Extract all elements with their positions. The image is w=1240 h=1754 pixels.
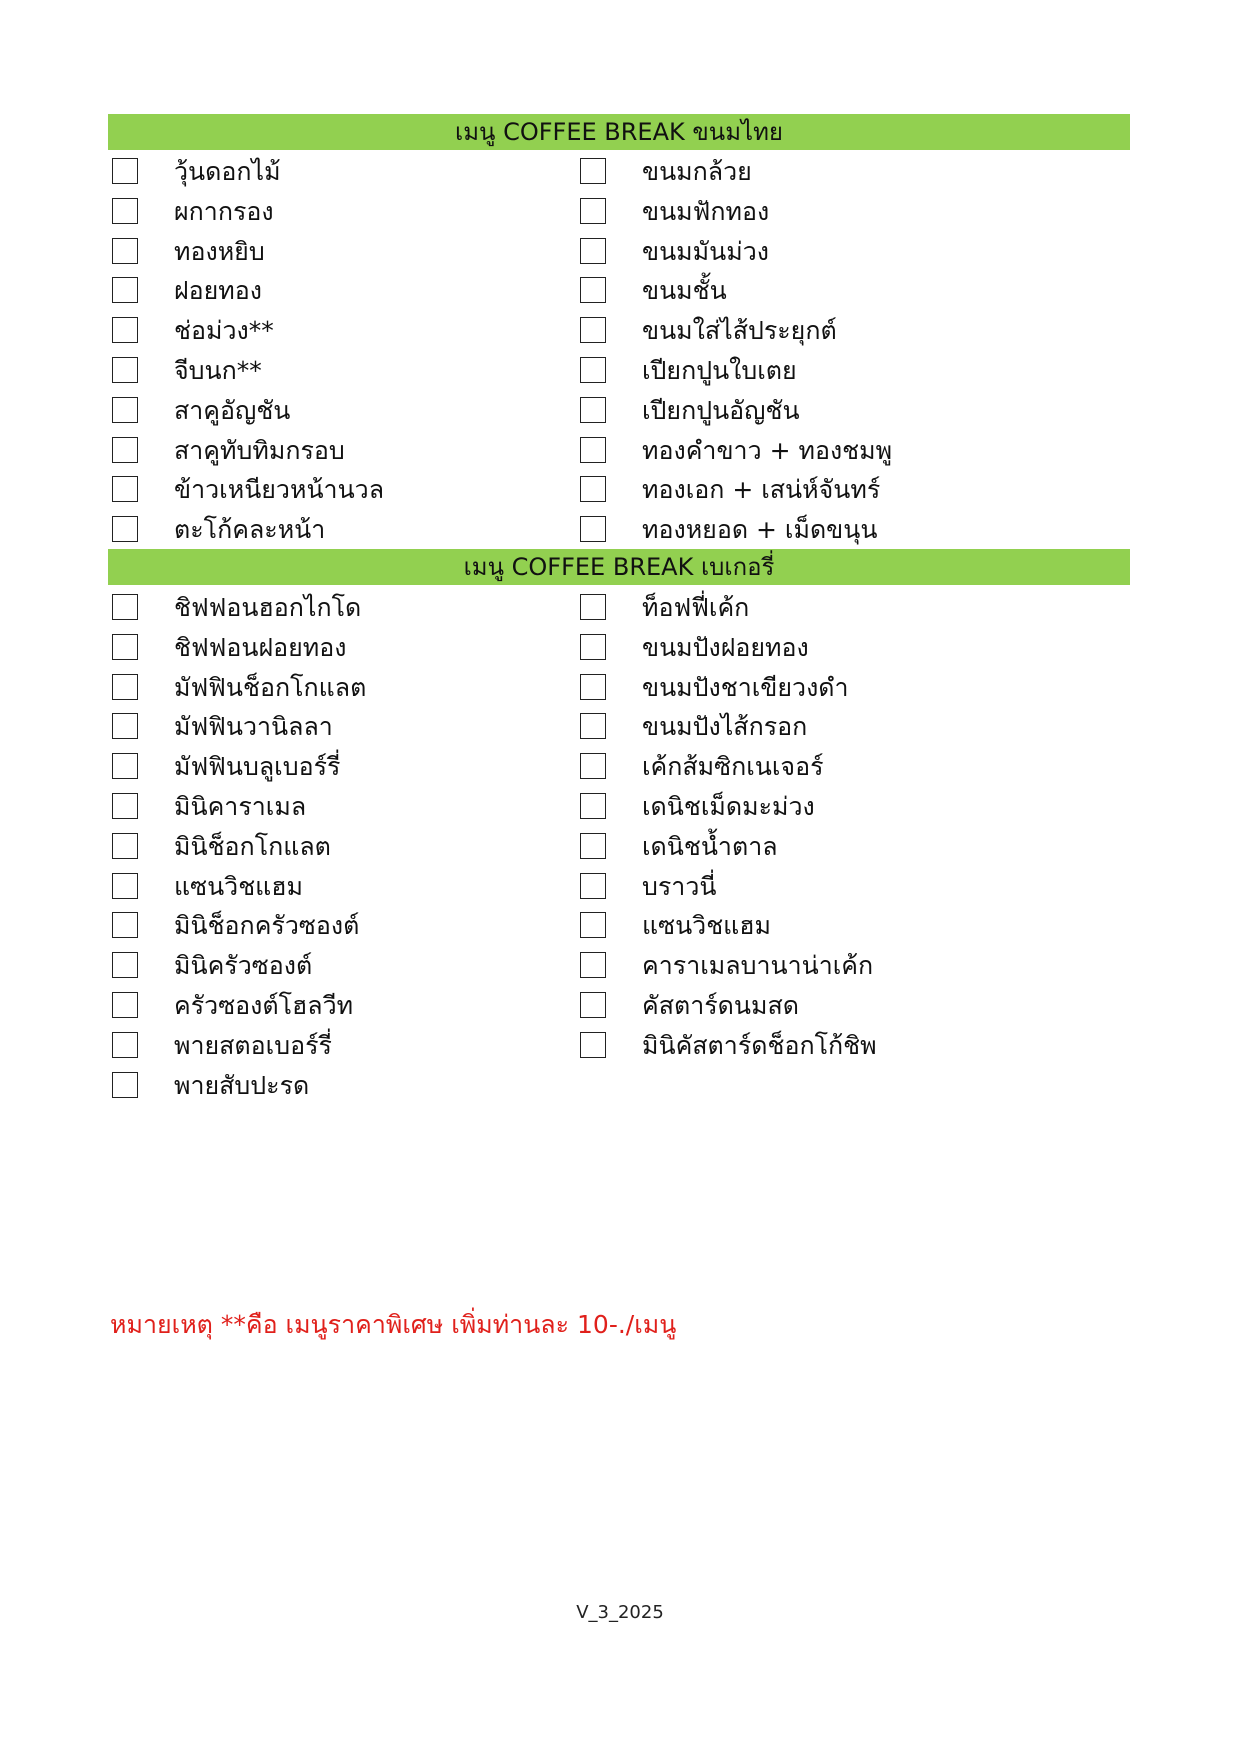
menu-item xyxy=(580,1028,1040,1064)
menu-item xyxy=(112,353,572,389)
checkbox[interactable] xyxy=(580,277,606,303)
menu-item xyxy=(580,472,1040,508)
menu-item xyxy=(580,512,1040,548)
menu-item xyxy=(580,353,1040,389)
menu-item-label: คาราเมลบานาน่าเค้ก xyxy=(642,951,874,980)
menu-item xyxy=(112,154,572,190)
checkbox[interactable] xyxy=(580,317,606,343)
menu-item-label: ทองหยอด + เม็ดขนุน xyxy=(642,515,878,544)
checkbox[interactable] xyxy=(580,912,606,938)
menu-item xyxy=(112,273,572,309)
menu-item xyxy=(112,234,572,270)
checkbox[interactable] xyxy=(580,753,606,779)
menu-item-label: คัสตาร์ดนมสด xyxy=(642,991,799,1020)
version-label: V_3_2025 xyxy=(576,1602,664,1623)
menu-item xyxy=(112,630,572,666)
menu-item-label: ขนมปังชาเขียวงดำ xyxy=(642,673,849,702)
menu-item-label: จีบนก** xyxy=(174,356,262,385)
menu-item xyxy=(580,154,1040,190)
menu-item-label: มินิช็อกครัวซองต์ xyxy=(174,911,360,940)
menu-item xyxy=(112,988,572,1024)
checkbox[interactable] xyxy=(112,992,138,1018)
menu-item xyxy=(112,1028,572,1064)
menu-item-label: มินิคาราเมล xyxy=(174,792,307,821)
checkbox[interactable] xyxy=(580,713,606,739)
menu-item-label: ขนมใส่ไส้ประยุกต์ xyxy=(642,316,837,345)
menu-item-label: ชิฟฟอนฝอยทอง xyxy=(174,633,347,662)
menu-item-label: พายสตอเบอร์รี่ xyxy=(174,1031,332,1060)
menu-item xyxy=(112,1068,572,1104)
menu-item-label: ฝอยทอง xyxy=(174,276,263,305)
menu-item xyxy=(112,670,572,706)
checkbox[interactable] xyxy=(112,158,138,184)
menu-item-label: ผกากรอง xyxy=(174,197,274,226)
menu-item xyxy=(112,948,572,984)
menu-item xyxy=(580,709,1040,745)
menu-item xyxy=(112,709,572,745)
menu-item xyxy=(112,869,572,905)
checkbox[interactable] xyxy=(112,674,138,700)
checkbox[interactable] xyxy=(580,833,606,859)
menu-item-label: ขนมมันม่วง xyxy=(642,237,769,266)
menu-item-label: พายสับปะรด xyxy=(174,1071,310,1100)
checkbox[interactable] xyxy=(112,634,138,660)
menu-item xyxy=(580,313,1040,349)
menu-item-label: ทองหยิบ xyxy=(174,237,265,266)
menu-item-label: แซนวิชแฮม xyxy=(174,872,304,901)
menu-item-label: ตะโก้คละหน้า xyxy=(174,515,326,544)
checkbox[interactable] xyxy=(112,713,138,739)
menu-item xyxy=(580,630,1040,666)
menu-item xyxy=(112,313,572,349)
menu-item-label: เดนิชเม็ดมะม่วง xyxy=(642,792,815,821)
checkbox[interactable] xyxy=(112,833,138,859)
checkbox[interactable] xyxy=(112,277,138,303)
checkbox[interactable] xyxy=(112,793,138,819)
menu-item xyxy=(112,512,572,548)
menu-item-label: เดนิชน้ำตาล xyxy=(642,832,778,861)
checkbox[interactable] xyxy=(112,198,138,224)
menu-item-label: มัฟฟินวานิลลา xyxy=(174,712,333,741)
menu-item-label: ข้าวเหนียวหน้านวล xyxy=(174,475,385,504)
menu-item xyxy=(112,472,572,508)
menu-item xyxy=(580,433,1040,469)
menu-item xyxy=(580,590,1040,626)
menu-item-label: บราวนี่ xyxy=(642,872,717,901)
menu-item xyxy=(580,234,1040,270)
checkbox[interactable] xyxy=(580,357,606,383)
checkbox[interactable] xyxy=(112,873,138,899)
checkbox[interactable] xyxy=(112,1032,138,1058)
checkbox[interactable] xyxy=(580,158,606,184)
menu-item-label: ขนมกล้วย xyxy=(642,157,752,186)
menu-item-label: วุ้นดอกไม้ xyxy=(174,157,281,186)
menu-item xyxy=(580,194,1040,230)
menu-item-label: ขนมปังฝอยทอง xyxy=(642,633,809,662)
menu-item xyxy=(580,273,1040,309)
checkbox[interactable] xyxy=(112,476,138,502)
checkbox[interactable] xyxy=(580,476,606,502)
menu-item xyxy=(580,829,1040,865)
menu-item xyxy=(580,988,1040,1024)
menu-item-label: มัฟฟินบลูเบอร์รี่ xyxy=(174,752,341,781)
checkbox[interactable] xyxy=(580,238,606,264)
menu-item xyxy=(580,749,1040,785)
menu-item-label: เปียกปูนอัญชัน xyxy=(642,396,800,425)
checkbox[interactable] xyxy=(112,238,138,264)
menu-item-label: ชิฟฟอนฮอกไกโด xyxy=(174,593,362,622)
checkbox[interactable] xyxy=(112,594,138,620)
checkbox[interactable] xyxy=(112,397,138,423)
checkbox[interactable] xyxy=(112,952,138,978)
menu-item-label: ขนมชั้น xyxy=(642,276,727,305)
checkbox[interactable] xyxy=(112,317,138,343)
checkbox[interactable] xyxy=(580,873,606,899)
checkbox[interactable] xyxy=(112,437,138,463)
menu-item-label: สาคูทับทิมกรอบ xyxy=(174,436,345,465)
menu-item xyxy=(112,749,572,785)
menu-item xyxy=(580,393,1040,429)
checkbox[interactable] xyxy=(580,634,606,660)
menu-item-label: ขนมปังไส้กรอก xyxy=(642,712,808,741)
menu-item-label: มินิคัสตาร์ดช็อกโก้ชิพ xyxy=(642,1031,877,1060)
menu-item-label: มัฟฟินช็อกโกแลต xyxy=(174,673,367,702)
menu-item xyxy=(580,869,1040,905)
checkbox[interactable] xyxy=(580,397,606,423)
menu-item xyxy=(112,194,572,230)
menu-item-label: ช่อม่วง** xyxy=(174,316,274,345)
checkbox[interactable] xyxy=(580,1032,606,1058)
checkbox[interactable] xyxy=(580,992,606,1018)
checkbox[interactable] xyxy=(580,198,606,224)
menu-item xyxy=(580,670,1040,706)
checkbox[interactable] xyxy=(580,594,606,620)
checkbox[interactable] xyxy=(580,793,606,819)
menu-item xyxy=(112,789,572,825)
menu-item-label: ขนมฟักทอง xyxy=(642,197,770,226)
checkbox[interactable] xyxy=(112,753,138,779)
menu-item xyxy=(112,590,572,626)
menu-item xyxy=(580,948,1040,984)
menu-item xyxy=(112,829,572,865)
menu-item-label: มินิครัวซองต์ xyxy=(174,951,313,980)
checkbox[interactable] xyxy=(580,516,606,542)
note-text: หมายเหตุ **คือ เมนูราคาพิเศษ เพิ่มท่านละ 10-./เมนู xyxy=(110,1310,677,1339)
menu-item-label: เปียกปูนใบเตย xyxy=(642,356,797,385)
section-header-bakery: เมนู COFFEE BREAK เบเกอรี่ xyxy=(108,549,1130,585)
checkbox[interactable] xyxy=(112,1072,138,1098)
section-header-thai: เมนู COFFEE BREAK ขนมไทย xyxy=(108,114,1130,150)
menu-item-label: ครัวซองต์โฮลวีท xyxy=(174,991,354,1020)
menu-item-label: เค้กส้มซิกเนเจอร์ xyxy=(642,752,824,781)
checkbox[interactable] xyxy=(580,674,606,700)
menu-item-label: แซนวิชแฮม xyxy=(642,911,772,940)
menu-item xyxy=(112,433,572,469)
checkbox[interactable] xyxy=(112,357,138,383)
checkbox[interactable] xyxy=(580,952,606,978)
checkbox[interactable] xyxy=(580,437,606,463)
checkbox[interactable] xyxy=(112,912,138,938)
checkbox[interactable] xyxy=(112,516,138,542)
menu-item-label: ท็อฟฟี่เค้ก xyxy=(642,593,750,622)
menu-item xyxy=(112,908,572,944)
menu-item xyxy=(112,393,572,429)
menu-item xyxy=(580,908,1040,944)
menu-item xyxy=(580,789,1040,825)
menu-item-label: ทองเอก + เสน่ห์จันทร์ xyxy=(642,475,881,504)
menu-item-label: ทองคำขาว + ทองชมพู xyxy=(642,436,893,465)
menu-item-label: มินิช็อกโกแลต xyxy=(174,832,331,861)
menu-item-label: สาคูอัญชัน xyxy=(174,396,291,425)
